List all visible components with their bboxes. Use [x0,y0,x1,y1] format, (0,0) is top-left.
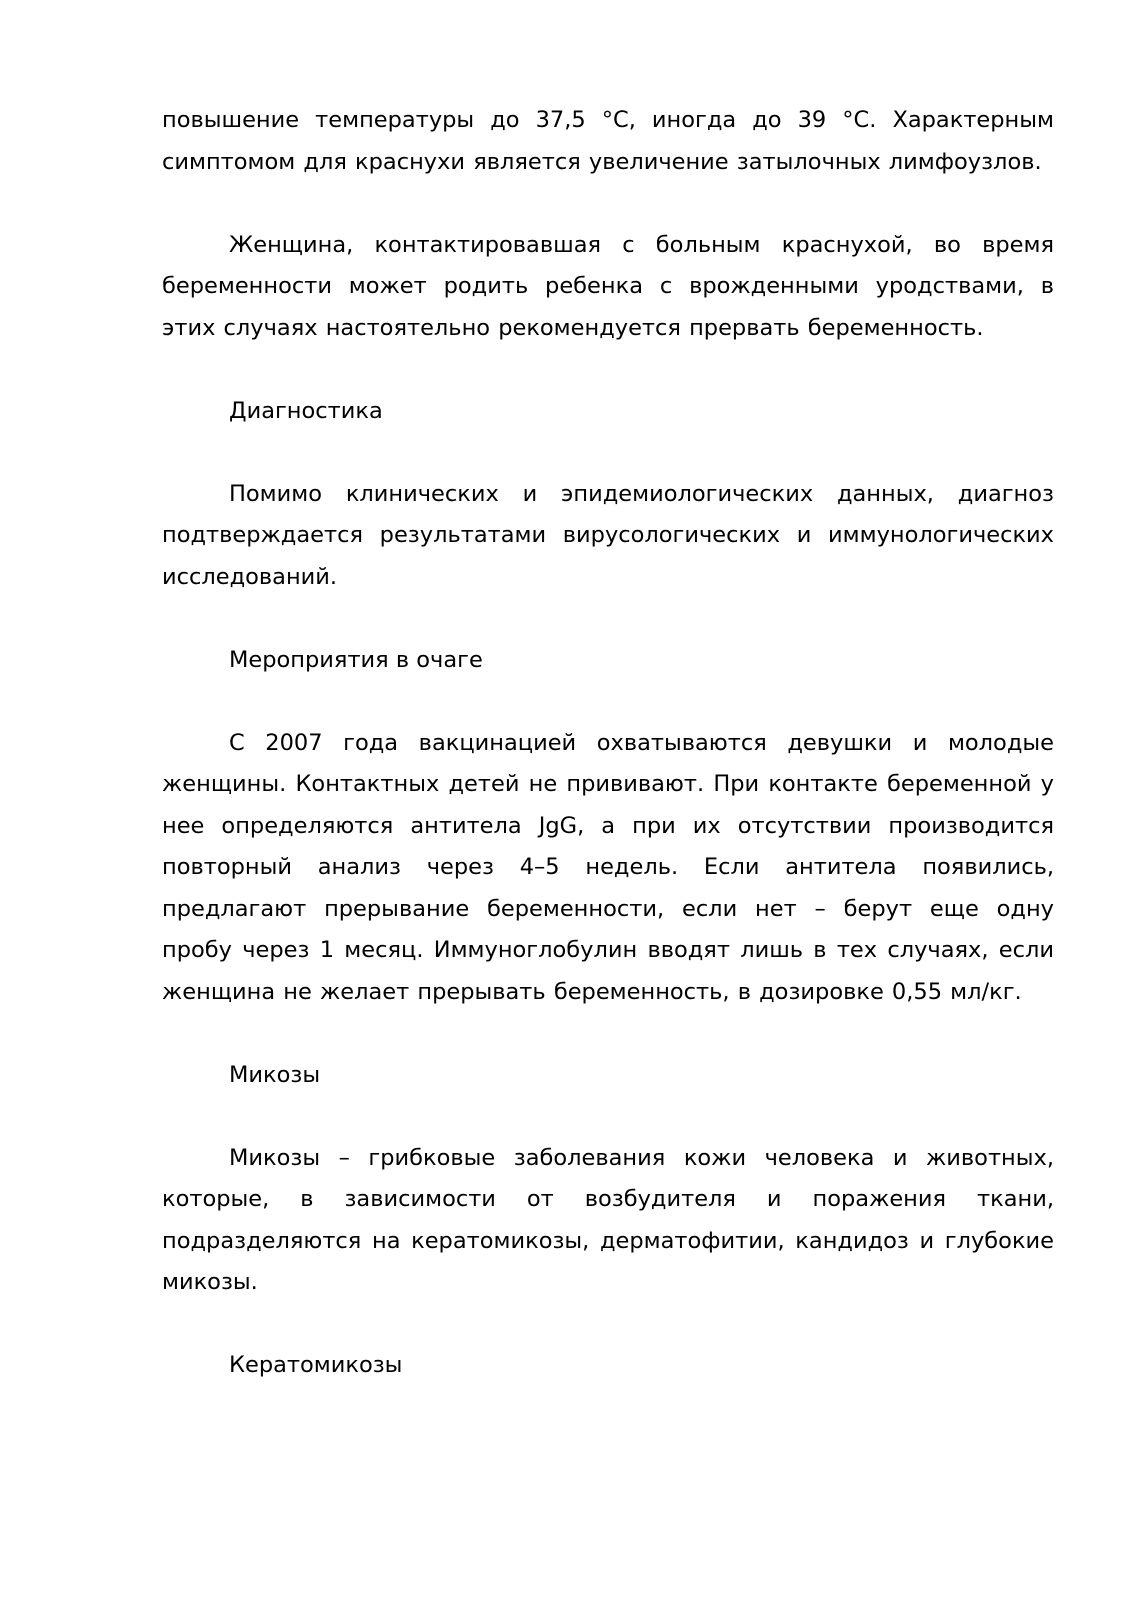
paragraph-rubella-symptoms: повышение температуры до 37,5 °С, иногда до 39 °С. Характерным симптомом для краснухи является увеличение затылочных лимфоузлов. [162,107,1054,175]
paragraph-pregnancy-risk: Женщина, контактировавшая с больным краснухой, во время беременности может родить ребенка с врожденными уродствами, в этих случаях настоятельно рекомендуется прервать беременность. [162,231,1054,341]
paragraph-mycoses-definition: Микозы – грибковые заболевания кожи человека и животных, которые, в зависимости от возбудителя и поражения ткани, подразделяются на кератомикозы, дерматофитии, кандидоз и глубокие микозы. [162,1144,1054,1295]
heading-mycoses: Микозы [229,1061,321,1088]
document-page [162,100,1054,1387]
heading-outbreak-measures: Мероприятия в очаге [229,646,483,673]
paragraph-vaccination: С 2007 года вакцинацией охватываются девушки и молодые женщины. Контактных детей не прививают. При контакте беременной у нее определяются антитела JgG, а при их отсутствии производится повторный анализ через 4–5 недель. Если антитела появились, предлагают прерывание беременности, если нет – берут еще одну пробу через 1 месяц. Иммуноглобулин вводят лишь в тех случаях, если женщина не желает прерывать беременность, в дозировке 0,55 мл/кг. [162,729,1054,1005]
heading-diagnostics: Диагностика [229,397,383,424]
paragraph-diagnosis: Помимо клинических и эпидемиологических данных, диагноз подтверждается результатами вирусологических и иммунологических исследований. [162,480,1054,590]
heading-keratomycoses: Кератомикозы [229,1352,403,1378]
